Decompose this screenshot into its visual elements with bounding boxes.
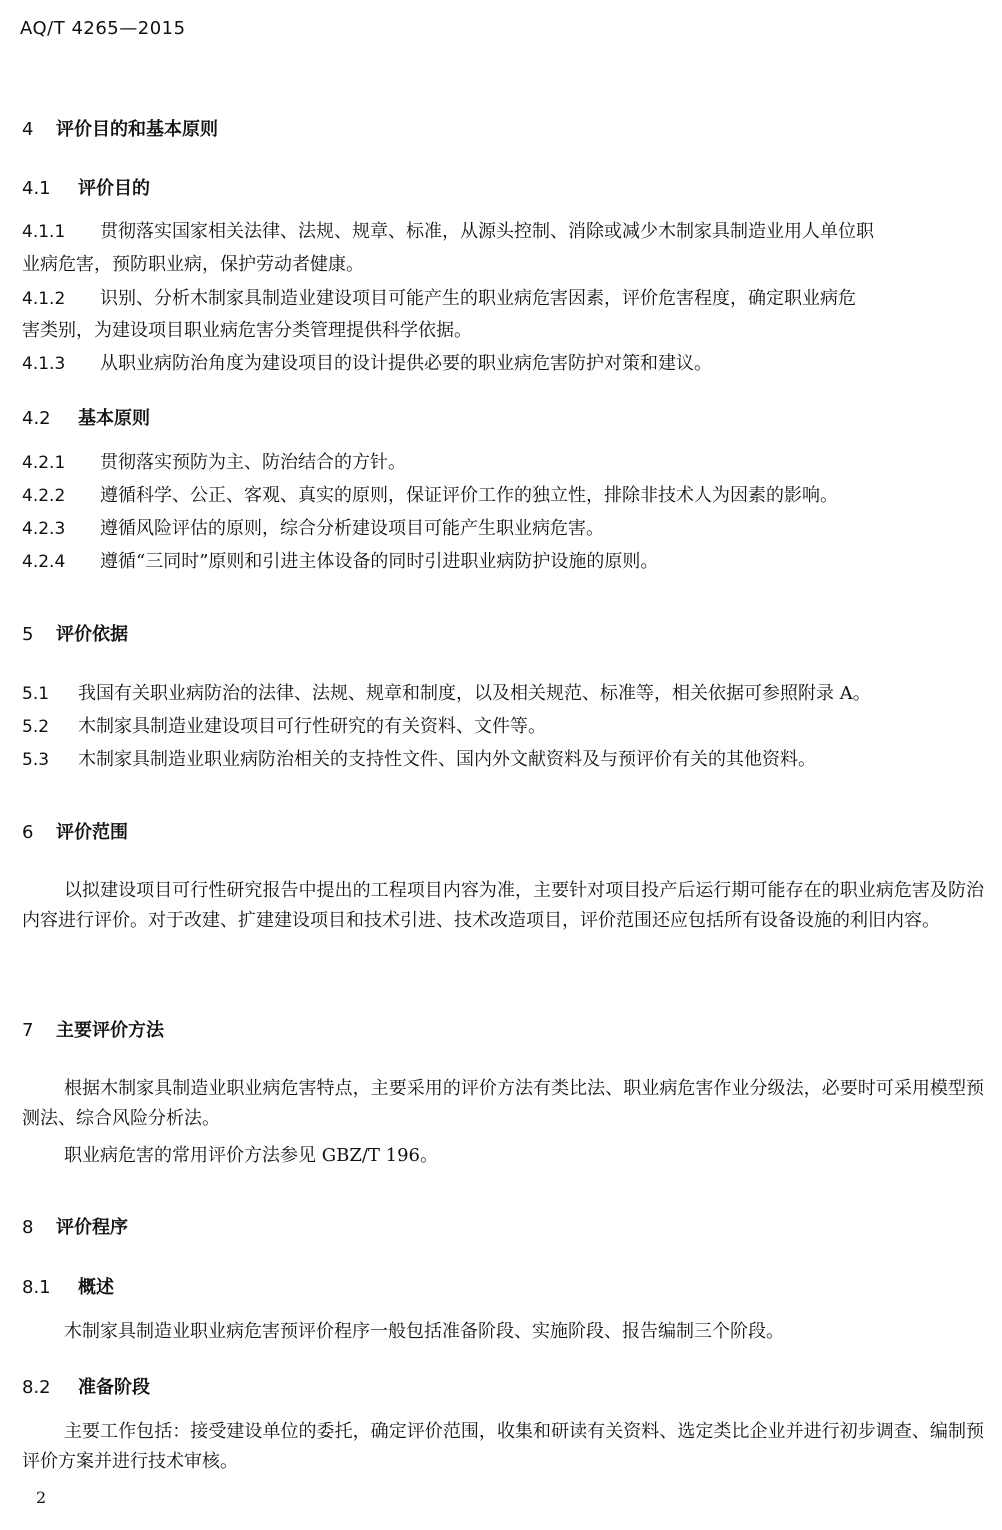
section-7-reference: 职业病危害的常用评价方法参见 GBZ/T 196。	[64, 1145, 438, 1166]
section-4-heading: 4 评价目的和基本原则	[22, 119, 218, 140]
section-5-heading: 5 评价依据	[22, 624, 128, 645]
clause-5-1: 5.1 我国有关职业病防治的法律、法规、规章和制度，以及相关规范、标准等，相关依据可参照附录 A。	[22, 683, 871, 704]
section-8-heading: 8 评价程序	[22, 1217, 128, 1238]
clause-4-2-2: 4.2.2 遵循科学、公正、客观、真实的原则，保证评价工作的独立性，排除非技术人为因素的影响。	[22, 485, 838, 506]
section-8-2-paragraph: 主要工作包括：接受建设单位的委托，确定评价范围，收集和研读有关资料、选定类比企业并进行初步调查、编制预评价方案并进行技术审核。	[22, 1421, 984, 1472]
clause-4-2-1: 4.2.1 贯彻落实预防为主、防治结合的方针。	[22, 452, 406, 473]
section-8-2-heading: 8.2 准备阶段	[22, 1377, 150, 1398]
clause-5-2: 5.2 木制家具制造业建设项目可行性研究的有关资料、文件等。	[22, 716, 546, 737]
clause-4-1-2-cont: 害类别，为建设项目职业病危害分类管理提供科学依据。	[22, 320, 472, 341]
section-4-2-heading: 4.2 基本原则	[22, 408, 150, 429]
clause-4-2-4: 4.2.4 遵循“三同时”原则和引进主体设备的同时引进职业病防护设施的原则。	[22, 551, 659, 572]
section-8-1-heading: 8.1 概述	[22, 1277, 114, 1298]
clause-4-1-2: 4.1.2 识别、分析木制家具制造业建设项目可能产生的职业病危害因素，评价危害程度，确定职业病危	[22, 288, 856, 309]
clause-4-2-3: 4.2.3 遵循风险评估的原则，综合分析建设项目可能产生职业病危害。	[22, 518, 604, 539]
section-6-paragraph: 以拟建设项目可行性研究报告中提出的工程项目内容为准，主要针对项目投产后运行期可能存在的职业病危害及防治内容进行评价。对于改建、扩建建设项目和技术引进、技术改造项目，评价范围还应包括所有设备设施的利旧内容。	[22, 880, 984, 931]
section-6-heading: 6 评价范围	[22, 822, 128, 843]
clause-4-1-3: 4.1.3 从职业病防治角度为建设项目的设计提供必要的职业病危害防护对策和建议。	[22, 353, 712, 374]
section-7-paragraph: 根据木制家具制造业职业病危害特点，主要采用的评价方法有类比法、职业病危害作业分级法，必要时可采用模型预测法、综合风险分析法。	[22, 1078, 984, 1129]
clause-4-1-1: 4.1.1 贯彻落实国家相关法律、法规、规章、标准，从源头控制、消除或减少木制家具制造业用人单位职	[22, 221, 874, 242]
standard-header: AQ/T 4265—2015	[20, 18, 186, 39]
clause-5-3: 5.3 木制家具制造业职业病防治相关的支持性文件、国内外文献资料及与预评价有关的其他资料。	[22, 749, 816, 770]
section-8-1-paragraph: 木制家具制造业职业病危害预评价程序一般包括准备阶段、实施阶段、报告编制三个阶段。	[64, 1321, 784, 1342]
page-number: 2	[36, 1488, 47, 1507]
section-7-heading: 7 主要评价方法	[22, 1020, 164, 1041]
section-4-1-heading: 4.1 评价目的	[22, 178, 150, 199]
clause-4-1-1-cont: 业病危害，预防职业病，保护劳动者健康。	[22, 254, 364, 275]
